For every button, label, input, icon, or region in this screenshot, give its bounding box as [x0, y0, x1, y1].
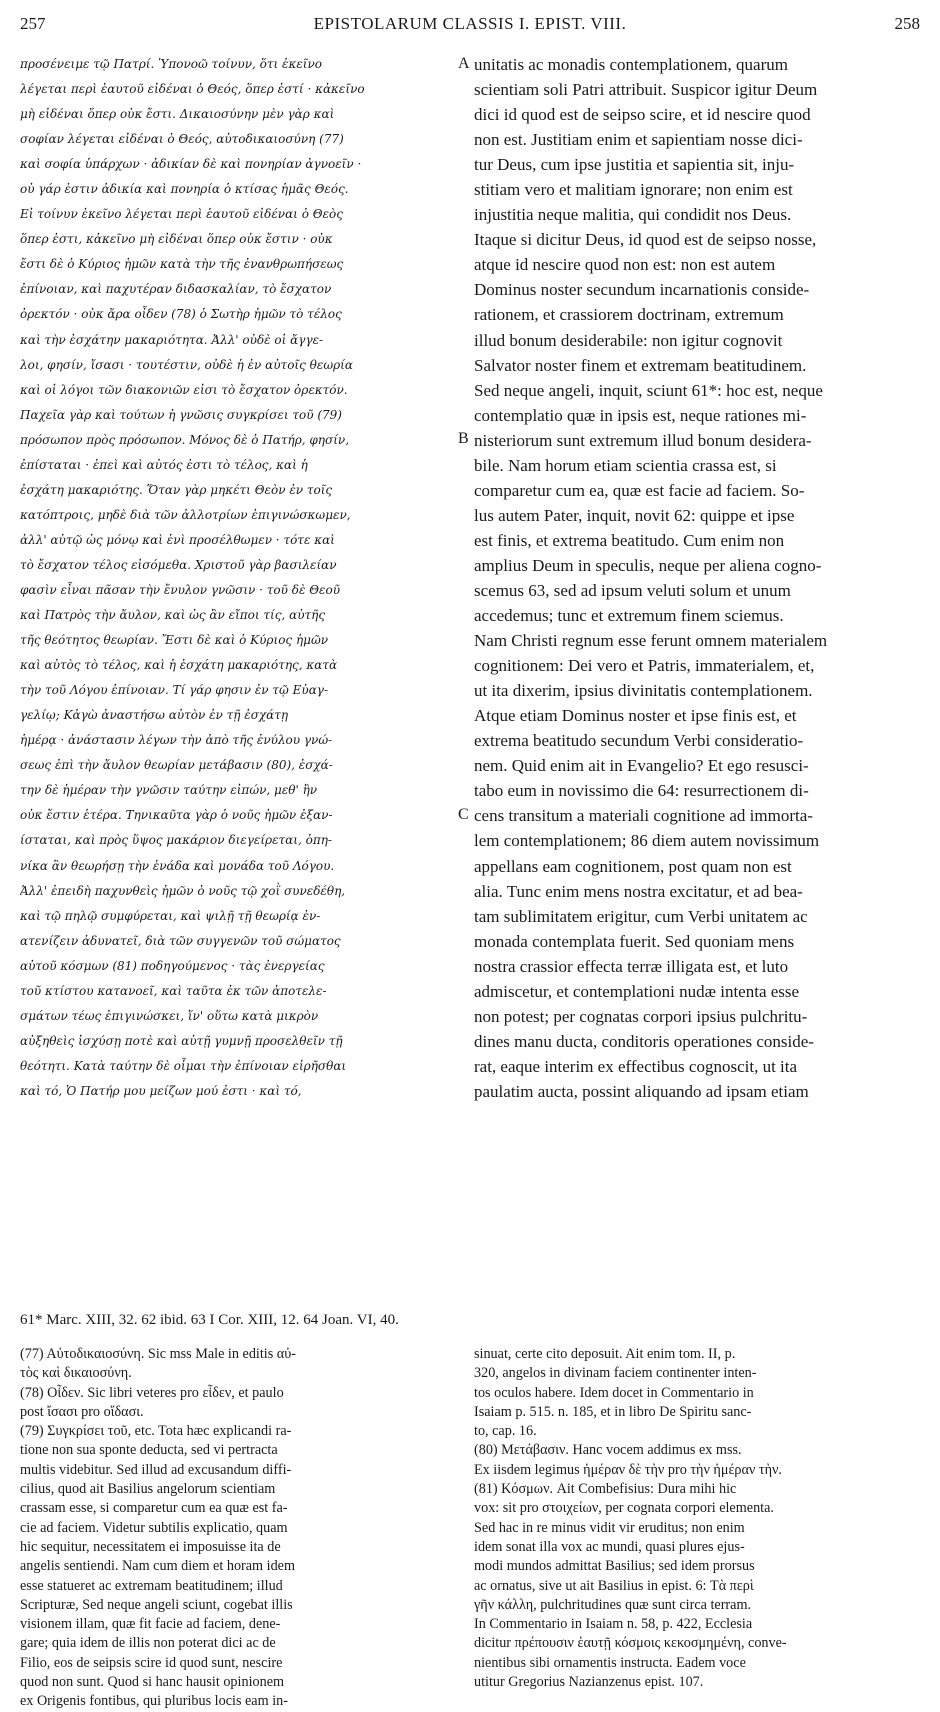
- note-line: utitur Gregorius Nazianzenus epist. 107.: [474, 1674, 704, 1691]
- latin-text-line: dici id quod est de seipso scire, et id nescire quod: [474, 105, 811, 125]
- greek-text-line: καὶ οἱ λόγοι τῶν διακονιῶν εἰσι τὸ ἔσχατον ὀρεκτόν.: [20, 382, 348, 397]
- greek-text-line: Παχεῖα γὰρ καὶ τούτων ἡ γνῶσις συγκρίσει τοῦ (79): [20, 407, 342, 422]
- greek-text-line: θεότητι. Κατὰ ταύτην δὲ οἶμαι τὴν ἐπίνοιαν εἰρῆσθαι: [20, 1058, 347, 1073]
- greek-text-line: νίκα ἂν θεωρήσῃ τὴν ἑνάδα καὶ μονάδα τοῦ Λόγου.: [20, 858, 335, 873]
- latin-text-line: accedemus; tunc et extremum finem sciemus.: [474, 606, 784, 626]
- latin-text-line: cens transitum a materiali cognitione ad immorta-: [474, 806, 813, 826]
- latin-text-line: extrema beatitudo secundum Verbi consideratio-: [474, 731, 804, 751]
- greek-text-line: ἔστι δὲ ὁ Κύριος ἡμῶν κατὰ τὴν τῆς ἐνανθρωπήσεως: [20, 257, 344, 272]
- note-line: dicitur πρέπουσιν ἑαυτῇ κόσμοις κεκοσμημένη, conve-: [474, 1635, 787, 1652]
- latin-text-line: unitatis ac monadis contemplationem, quarum: [474, 55, 788, 74]
- latin-text-line: injustitia neque malitia, qui condidit nos Deus.: [474, 205, 792, 225]
- latin-text-line: amplius Deum in speculis, neque per aliena cogno-: [474, 555, 822, 575]
- note-line: angelis sentiendi. Nam cum diem et horam idem: [20, 1558, 296, 1575]
- note-line: hic sequitur, necessitatem ei imposuisse ita de: [20, 1538, 281, 1555]
- note-line: In Commentario in Isaiam n. 58, p. 422, Ecclesia: [474, 1616, 753, 1633]
- latin-text-line: nisteriorum sunt extremum illud bonum desidera-: [474, 430, 812, 450]
- latin-text-column: [474, 52, 920, 1104]
- greek-text-line: καὶ τὴν ἐσχάτην μακαριότητα. Ἀλλ' οὐδὲ οἱ ἄγγε-: [20, 332, 324, 347]
- latin-text-line: nem. Quid enim ait in Evangelio? Et ego resusci-: [474, 756, 809, 776]
- note-line: (80) Μετάβασιν. Hanc vocem addimus ex mss.: [474, 1442, 742, 1459]
- latin-text-line: rat, eaque interim ex effectibus cognoscit, ut ita: [474, 1056, 798, 1076]
- note-line: visionem illam, quæ fit facie ad faciem, dene-: [20, 1616, 281, 1633]
- latin-text-line: contemplatio quæ in ipsis est, neque rationes mi-: [474, 405, 807, 425]
- latin-text-line: ut ita dixerim, ipsius divinitatis contemplationem.: [474, 681, 813, 701]
- latin-text-line: stitiam vero et malitiam ignorare; non enim est: [474, 180, 793, 200]
- greek-text-line: λέγεται περὶ ἑαυτοῦ εἰδέναι ὁ Θεός, ὅπερ ἐστί · κἀκεῖνο: [20, 82, 365, 97]
- note-line: Sed hac in re minus vidit vir eruditus; non enim: [474, 1519, 745, 1536]
- page-number-left: 257: [20, 14, 46, 33]
- greek-text-line: καὶ αὐτὸς τὸ τέλος, καὶ ἡ ἐσχάτη μακαριότης, κατὰ: [20, 658, 338, 673]
- greek-text-line: τὸ ἔσχατον τέλος εἰσόμεθα. Χριστοῦ γὰρ βασιλείαν: [20, 557, 337, 572]
- latin-text-line: tabo eum in novissimo die 64: resurrectionem di-: [474, 781, 809, 801]
- note-line: (78) Οἶδεν. Sic libri veteres pro εἶδεν, et paulo: [20, 1384, 284, 1401]
- latin-text-line: non est. Justitiam enim et sapientiam nosse dici-: [474, 130, 803, 150]
- greek-text-line: την δὲ ἡμέραν τὴν γνῶσιν ταύτην εἰπών, μεθ' ἣν: [20, 783, 318, 798]
- latin-text-line: non potest; per cognatas corpori ipsius pulchritu-: [474, 1006, 808, 1026]
- margin-letter-c: C: [458, 806, 469, 823]
- greek-text-line: ἐσχάτη μακαριότης. Ὅταν γὰρ μηκέτι Θεὸν ἐν τοῖς: [20, 482, 333, 497]
- latin-text-line: monada contemplata fuerit. Sed quoniam mens: [474, 931, 795, 951]
- greek-text-line: σοφίαν λέγεται εἰδέναι ὁ Θεός, αὐτοδικαιοσύνη (77): [20, 132, 344, 147]
- latin-text-line: Sed neque angeli, inquit, sciunt 61*: hoc est, neque: [474, 380, 823, 400]
- greek-text-line: λοι, φησίν, ἴσασι · τουτέστιν, οὐδὲ ἡ ἐν αὐτοῖς θεωρία: [20, 357, 353, 372]
- greek-text-line: οὐκ ἔστιν ἑτέρα. Τηνικαῦτα γὰρ ὁ νοῦς ἡμῶν ἐξαν-: [20, 808, 333, 823]
- note-line: τὸς καὶ δικαιοσύνη.: [20, 1365, 132, 1382]
- greek-text-line: τοῦ κτίστου κατανοεῖ, καὶ ταῦτα ἐκ τῶν ἀποτελε-: [20, 983, 327, 998]
- note-line: crassam esse, si comparetur cum ea quæ est fa-: [20, 1500, 288, 1517]
- note-line: (77) Αὐτοδικαιοσύνη. Sic mss Male in editis αὐ-: [20, 1346, 296, 1362]
- latin-text-line: scemus 63, sed ad ipsum veluti solum et unum: [474, 580, 791, 600]
- greek-text-line: καὶ σοφία ὑπάρχων · ἀδικίαν δὲ καὶ πονηρίαν ἀγνοεῖν ·: [20, 157, 362, 172]
- greek-text-line: τὴν τοῦ Λόγου ἐπίνοιαν. Τί γάρ φησιν ἐν τῷ Εὐαγ-: [20, 683, 329, 698]
- greek-text-line: προσένειμε τῷ Πατρί. Ὑπονοῶ τοίνυν, ὅτι ἐκεῖνο: [20, 57, 322, 71]
- latin-text-line: alia. Tunc enim mens nostra excitatur, et ad bea-: [474, 881, 803, 901]
- latin-text-line: tam sublimitatem erigitur, cum Verbi unitatem ac: [474, 906, 808, 926]
- latin-text-line: Salvator noster finem et extremam beatitudinem.: [474, 355, 807, 375]
- latin-text-line: lem contemplationem; 86 diem autem novissimum: [474, 831, 820, 851]
- latin-text-line: comparetur cum ea, quæ est facie ad faciem. So-: [474, 480, 805, 500]
- latin-text-line: dines manu ducta, conditoris operationes conside-: [474, 1031, 814, 1051]
- latin-text-line: illud bonum desiderabile: non igitur cognovit: [474, 330, 783, 350]
- greek-text-line: Ἀλλ' ἐπειδὴ παχυνθεὶς ἡμῶν ὁ νοῦς τῷ χοῒ συνεδέθη,: [20, 883, 346, 898]
- latin-text-line: Atque etiam Dominus noster et ipse finis est, et: [474, 706, 797, 726]
- greek-text-line: τῆς θεότητος θεωρίαν. Ἔστι δὲ καὶ ὁ Κύριος ἡμῶν: [20, 633, 329, 648]
- latin-text-line: atque id nescire quod non est: non est autem: [474, 255, 776, 275]
- greek-text-line: γελίῳ; Κἀγὼ ἀναστήσω αὐτὸν ἐν τῇ ἐσχάτῃ: [20, 708, 289, 723]
- latin-text-line: bile. Nam horum etiam scientia crassa est, si: [474, 455, 777, 475]
- running-header: [20, 14, 920, 40]
- latin-text-line: scientiam soli Patri attribuit. Suspicor igitur Deum: [474, 80, 818, 100]
- footnote-references: 61* Marc. XIII, 32. 62 ibid. 63 I Cor. XIII, 12. 64 Joan. VI, 40.: [20, 1312, 399, 1328]
- greek-text-line: Εἰ τοίνυν ἐκεῖνο λέγεται περὶ ἑαυτοῦ εἰδέναι ὁ Θεὸς: [20, 207, 343, 222]
- running-title: EPISTOLARUM CLASSIS I. EPIST. VIII.: [313, 14, 627, 33]
- note-line: (81) Κόσμων. Ait Combefisius: Dura mihi hic: [474, 1481, 737, 1498]
- greek-text-line: πρόσωπον πρὸς πρόσωπον. Μόνος δὲ ὁ Πατήρ, φησίν,: [20, 432, 350, 447]
- greek-text-line: ὀρεκτόν · οὐκ ἄρα οἶδεν (78) ὁ Σωτὴρ ἡμῶν τὸ τέλος: [20, 307, 342, 322]
- greek-text-line: μὴ εἰδέναι ὅπερ οὐκ ἔστι. Δικαιοσύνην μὲν γὰρ καὶ: [20, 107, 335, 122]
- greek-text-line: ἡμέρᾳ · ἀνάστασιν λέγων τὴν ἀπὸ τῆς ἐνύλου γνώ-: [20, 733, 333, 748]
- greek-text-line: αὐξηθεὶς ἰσχύσῃ ποτὲ καὶ αὐτῇ γυμνῇ προσελθεῖν τῇ: [20, 1033, 343, 1048]
- note-line: sinuat, certe cito deposuit. Ait enim tom. II, p.: [474, 1346, 736, 1362]
- note-line: ac ornatus, sive ut ait Basilius in epist. 6: Τὰ περὶ: [474, 1577, 754, 1594]
- greek-text-line: καὶ Πατρὸς τὴν ἄυλον, καὶ ὡς ἂν εἴποι τίς, αὐτῆς: [20, 608, 326, 623]
- greek-text-line: αὐτοῦ κόσμων (81) ποδηγούμενος · τὰς ἐνεργείας: [20, 958, 325, 973]
- note-line: Filio, eos de seipsis scire id quod sunt, nescire: [20, 1654, 283, 1671]
- note-line: 320, angelos in divinam faciem continenter inten-: [474, 1365, 757, 1382]
- page-number-right: 258: [894, 14, 920, 33]
- note-line: quod non sunt. Quod si hanc hausit opinionem: [20, 1674, 285, 1691]
- greek-text-line: ἐπίσταται · ἐπεὶ καὶ αὐτός ἐστι τὸ τέλος, καὶ ἡ: [20, 457, 308, 472]
- notes-right-column: [474, 1345, 920, 1692]
- note-line: vox: sit pro στοιχείων, per cognata corpori elementa.: [474, 1500, 774, 1517]
- greek-text-line: καὶ τῷ πηλῷ συμφύρεται, καὶ ψιλῇ τῇ θεωρίᾳ ἐν-: [20, 908, 321, 923]
- latin-text-line: nostra crassior effecta terræ illigata est, et luto: [474, 956, 789, 976]
- latin-text-line: cognitionem: Dei vero et Patris, immaterialem, et,: [474, 656, 815, 676]
- note-line: multis videbitur. Sed illud ad excusandum diffi-: [20, 1461, 292, 1478]
- greek-text-line: ἀλλ' αὐτῷ ὡς μόνῳ καὶ ἑνὶ προσέλθωμεν · τότε καὶ: [20, 532, 335, 547]
- note-line: γῆν κάλλη, pulchritudines quæ sunt circa terram.: [474, 1596, 752, 1613]
- margin-letter-a: A: [458, 55, 470, 72]
- note-line: esse statueret ac extremam beatitudinem; illud: [20, 1577, 283, 1594]
- greek-text-line: φασὶν εἶναι πᾶσαν τὴν ἔνυλον γνῶσιν · τοῦ δὲ Θεοῦ: [20, 582, 341, 597]
- greek-text-line: καὶ τό, Ὁ Πατήρ μου μείζων μού ἐστι · καὶ τό,: [20, 1083, 302, 1098]
- note-line: cilius, quod ait Basilius angelorum scientiam: [20, 1481, 276, 1498]
- greek-text-line: σεως ἐπὶ τὴν ἄυλον θεωρίαν μετάβασιν (80), ἐσχά-: [20, 758, 333, 773]
- note-line: Isaiam p. 515. n. 185, et in libro De Spiritu sanc-: [474, 1403, 752, 1420]
- latin-text-line: Itaque si dicitur Deus, id quod est de seipso nosse,: [474, 230, 817, 250]
- latin-text-line: lus autem Pater, inquit, novit 62: quippe et ipse: [474, 505, 795, 525]
- greek-text-line: κατόπτροις, μηδὲ διὰ τῶν ἀλλοτρίων ἐπιγινώσκωμεν,: [20, 507, 351, 522]
- note-line: tos oculos habere. Idem docet in Commentario in: [474, 1384, 754, 1401]
- note-line: cie ad faciem. Videtur subtilis explicatio, quam: [20, 1519, 288, 1536]
- greek-text-line: ίσταται, καὶ πρὸς ὕψος μακάριον διεγείρεται, ὁπη-: [20, 833, 332, 848]
- latin-text-line: rationem, et crassiorem doctrinam, extremum: [474, 305, 784, 325]
- latin-text-line: est finis, et extrema beatitudo. Cum enim non: [474, 530, 785, 550]
- latin-text-line: admiscetur, et contemplationi nudæ intenta esse: [474, 981, 800, 1001]
- note-line: idem sonat illa vox ac mundi, quasi plures ejus-: [474, 1538, 745, 1555]
- note-line: post ἴσασι pro οἴδασι.: [20, 1403, 144, 1420]
- note-line: Scripturæ, Sed neque angeli sciunt, cogebat illis: [20, 1596, 293, 1613]
- greek-text-line: ἐπίνοιαν, καὶ παχυτέραν διδασκαλίαν, τὸ ἔσχατον: [20, 282, 332, 297]
- latin-text-line: appellans eam cognitionem, post quam non est: [474, 856, 792, 876]
- latin-text-line: paulatim aucta, possint aliquando ad ipsam etiam: [474, 1081, 809, 1101]
- latin-text-line: Dominus noster secundum incarnationis conside-: [474, 280, 810, 300]
- margin-letter-b: B: [458, 430, 469, 447]
- note-line: ex Origenis fontibus, qui pluribus locis eam in-: [20, 1693, 288, 1710]
- note-line: tione non sua sponte deducta, sed vi pertracta: [20, 1442, 278, 1459]
- note-line: gare; quia idem de illis non poterat dici ac de: [20, 1635, 276, 1652]
- note-line: (79) Συγκρίσει τοῦ, etc. Tota hæc explicandi ra-: [20, 1423, 292, 1440]
- greek-text-column: [20, 52, 452, 1104]
- greek-text-line: ὅπερ ἐστι, κἀκεῖνο μὴ εἰδέναι ὅπερ οὐκ ἔστιν · οὐκ: [20, 232, 333, 247]
- note-line: to, cap. 16.: [474, 1423, 537, 1440]
- note-line: nientibus sibi ornamentis instructa. Eadem voce: [474, 1654, 746, 1671]
- greek-text-line: σμάτων τέως ἐπιγινώσκει, ἵν' οὕτω κατὰ μικρὸν: [20, 1008, 319, 1023]
- notes-left-column: [20, 1345, 450, 1712]
- greek-text-line: ατενίζειν ἀδυνατεῖ, διὰ τῶν συγγενῶν τοῦ σώματος: [20, 933, 341, 948]
- note-line: modi mundos admittat Basilius; sed idem prorsus: [474, 1558, 755, 1575]
- note-line: Ex iisdem legimus ἡμέραν δὲ τὴν pro τὴν ἡμέραν τὴν.: [474, 1461, 782, 1478]
- latin-text-line: tur Deus, cum ipse justitia et sapientia sit, inju-: [474, 155, 795, 175]
- latin-text-line: Nam Christi regnum esse ferunt omnem materialem: [474, 631, 828, 651]
- greek-text-line: οὐ γάρ ἐστιν ἀδικία καὶ πονηρία ὁ κτίσας ἡμᾶς Θεός.: [20, 182, 349, 197]
